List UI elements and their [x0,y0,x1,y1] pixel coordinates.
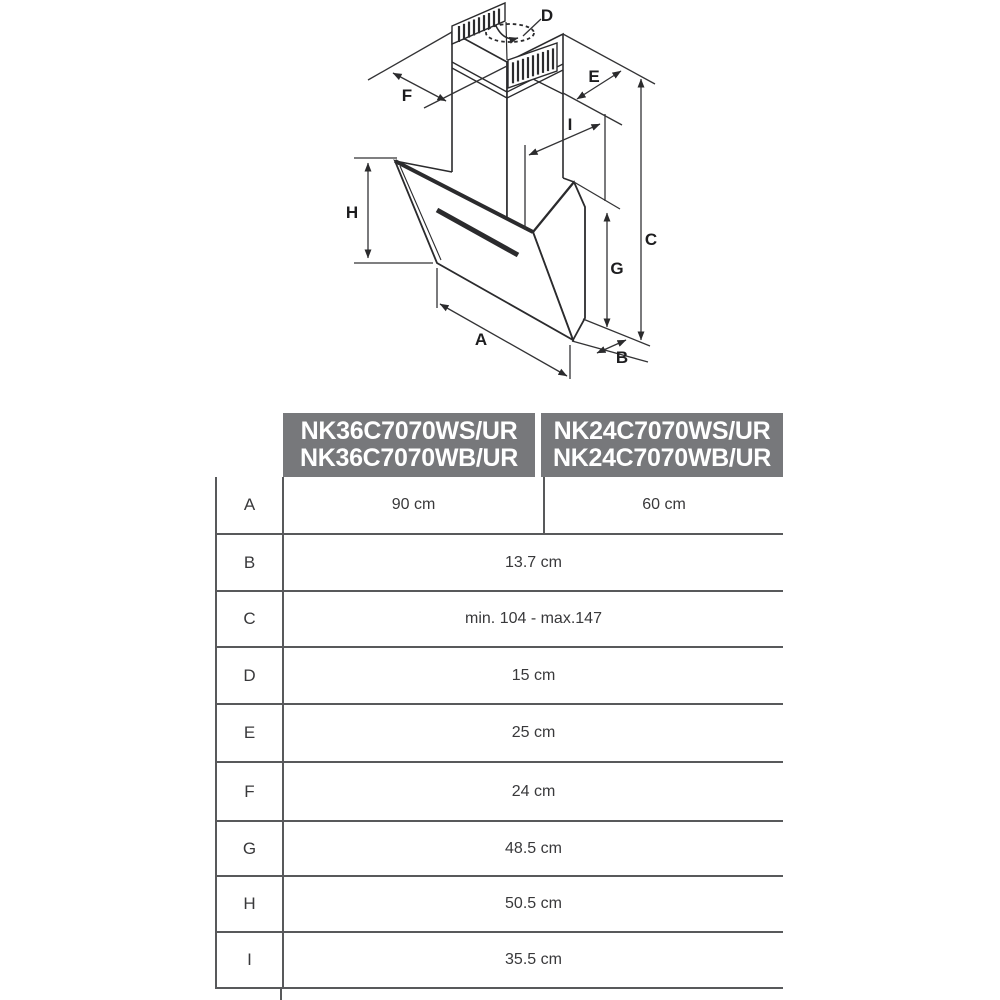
dim-leader-d [523,19,541,36]
row-value: 50.5 cm [505,895,562,912]
spec-row-g [217,822,783,877]
dim-label-f: F [401,86,413,105]
row-value: 13.7 cm [505,554,562,571]
vent-grille-left [452,3,505,44]
row-value: 15 cm [511,667,556,684]
hood-dimension-diagram [0,0,1000,412]
row-label: E [217,705,284,761]
spec-row-c [217,592,783,648]
row-value: 25 cm [511,724,556,741]
row-label: F [217,763,284,820]
row-label: D [217,648,284,703]
spec-row-e [217,705,783,763]
row-value: 35.5 cm [505,951,562,968]
dim-label-g: G [610,259,624,278]
row-value: 24 cm [511,783,556,800]
model-name: NK24C7070WB/UR [552,444,772,472]
model-header-nk24 [541,413,783,477]
spec-row-d [217,648,783,705]
dim-label-b: B [615,348,629,367]
row-label: H [217,877,284,931]
row-value-90: 90 cm [284,477,545,533]
spec-row-a [217,477,783,535]
spec-rows [215,477,783,989]
dim-label-d: D [540,6,554,25]
model-header-nk36 [283,413,535,477]
model-header-row [283,413,783,477]
row-value: 48.5 cm [505,840,562,857]
row-value: min. 104 - max.147 [465,610,602,627]
row-value-60: 60 cm [642,496,686,513]
spec-row-h [217,877,783,933]
duct-rotation-arrow [496,26,518,39]
dim-arrow-b [572,319,650,362]
label-column-divider-stub [280,989,282,1000]
spec-row-f [217,763,783,822]
chimney-duct [452,3,563,222]
row-label: B [217,535,284,590]
row-label: G [217,822,284,875]
dim-label-h: H [345,203,359,222]
row-label: C [217,592,284,646]
model-name: NK36C7070WS/UR [300,417,518,445]
spec-row-b [217,535,783,592]
model-name: NK36C7070WB/UR [299,444,519,472]
dim-label-e: E [588,67,600,86]
dimension-spec-table [215,413,783,989]
model-name: NK24C7070WS/UR [553,417,771,445]
row-label: I [217,933,284,987]
dim-label-a: A [474,330,488,349]
spec-row-i [217,933,783,989]
row-label: A [217,477,284,533]
dim-label-i: I [567,115,573,134]
dim-label-c: C [644,230,658,249]
